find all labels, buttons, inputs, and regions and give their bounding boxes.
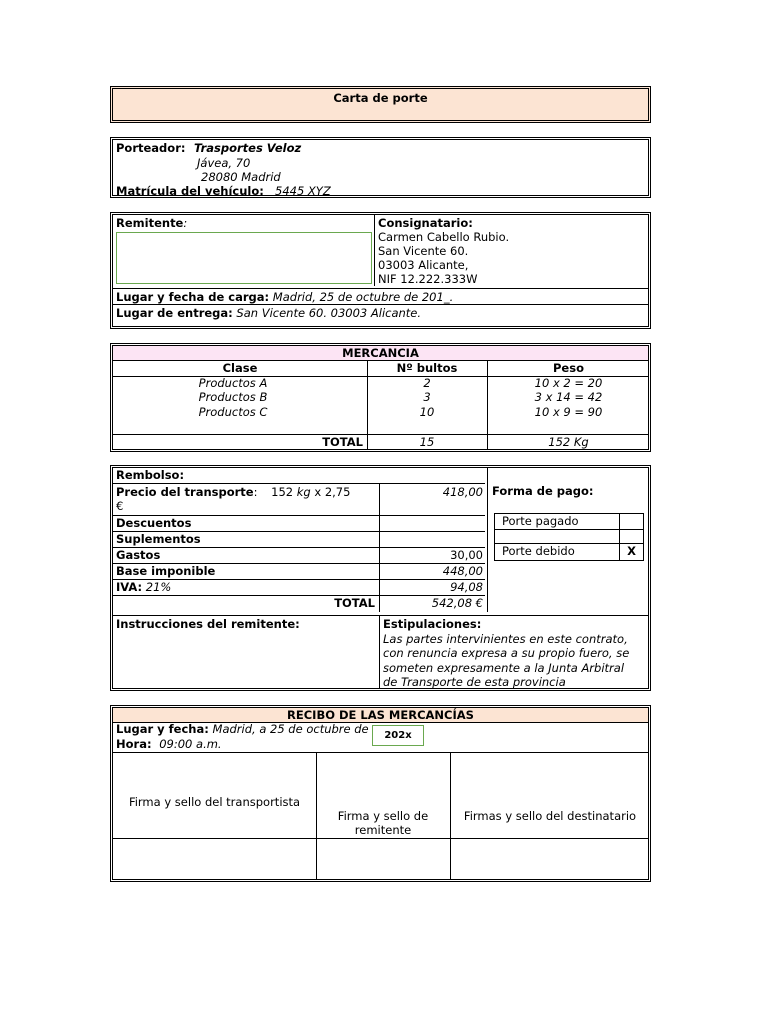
sender-label-wrap: [116, 216, 187, 230]
stipulations-line-1: Las partes intervinientes en este contrato,: [383, 632, 628, 646]
sender-label: Remitente: [116, 216, 184, 230]
plate-value: 5445 XYZ: [275, 184, 331, 198]
payment-option-prepaid: Porte pagado: [502, 514, 579, 528]
signature-sender-label-2: remitente: [354, 823, 412, 837]
title-box: [110, 86, 651, 123]
vat-row: [116, 580, 171, 594]
goods-row-packages: 2: [423, 376, 431, 390]
transport-price-label: Precio del transporte: [116, 485, 254, 499]
signature-recipient-area[interactable]: [451, 839, 648, 879]
reimb-right-divider: [487, 468, 488, 612]
signature-recipient-label: Firmas y sello del destinatario: [463, 809, 637, 823]
signature-carrier-area[interactable]: [113, 839, 316, 879]
supplements-label: Suplementos: [116, 532, 201, 546]
consignee-line-1: Carmen Cabello Rubio.: [378, 230, 510, 244]
transport-price-value: 418,00: [442, 485, 483, 499]
delivery-place-value: San Vicente 60. 03003 Alicante.: [236, 306, 422, 320]
goods-total-label: TOTAL: [322, 435, 363, 449]
reimbursement-box: [110, 465, 651, 691]
receipt-place-label: Lugar y fecha:: [116, 722, 209, 736]
goods-box: [110, 343, 651, 452]
consignee-line-4: NIF 12.222.333W: [378, 272, 478, 286]
delivery-place-label: Lugar de entrega:: [116, 306, 233, 320]
load-place-value: Madrid, 25 de octubre de 201_.: [272, 290, 454, 304]
transport-price-unit: kg: [296, 485, 311, 499]
payment-option-collect: Porte debido: [502, 544, 575, 558]
delivery-place-row: [116, 306, 421, 320]
goods-row-weight: 3 x 14 = 42: [534, 390, 603, 404]
vat-label: IVA:: [116, 580, 143, 594]
goods-row-weight: 10 x 9 = 90: [534, 405, 603, 419]
signature-sender-area[interactable]: [317, 839, 450, 879]
vat-rate: 21%: [145, 580, 172, 594]
receipt-place-value: Madrid, a 25 de octubre de: [212, 722, 369, 736]
transport-price-qty: 152: [271, 485, 294, 499]
goods-col-packages: Nº bultos: [396, 361, 458, 375]
goods-row-packages: 10: [419, 405, 435, 419]
receipt-place-row: [116, 722, 369, 736]
carrier-label: Porteador:: [116, 141, 186, 155]
signature-sender-label-1: Firma y sello de: [337, 809, 429, 823]
discounts-label: Descuentos: [116, 516, 192, 530]
taxable-base-label: Base imponible: [116, 564, 216, 578]
stipulations-line-2: con renuncia expresa a su propio fuero, se: [383, 646, 630, 660]
transport-price-mult: x 2,75: [314, 485, 351, 499]
goods-header: MERCANCIA: [342, 346, 419, 360]
carrier-address-city: 28080 Madrid: [201, 170, 281, 184]
sender-instructions-label: Instrucciones del remitente:: [116, 617, 300, 631]
taxable-base-value: 448,00: [442, 564, 483, 578]
receipt-time-label: Hora:: [116, 737, 152, 751]
reimb-line-0: [113, 483, 485, 484]
receipt-box: [110, 705, 651, 882]
document-title: Carta de porte: [333, 91, 428, 105]
reimb-total-value: 542,08 €: [431, 596, 483, 610]
carrier-address-street: Jávea, 70: [197, 156, 251, 170]
goods-row-class: Productos C: [198, 405, 268, 419]
sender-input[interactable]: [116, 232, 372, 284]
expenses-value: 30,00: [450, 548, 483, 562]
consignee-line-3: 03003 Alicante,: [378, 258, 469, 272]
parties-box: [110, 212, 651, 329]
reimb-header: Rembolso:: [116, 468, 185, 482]
payment-options-table: [494, 513, 644, 561]
carrier-box: [110, 137, 651, 198]
consignee-label: Consignatario:: [378, 216, 473, 230]
vat-value: 94,08: [450, 580, 483, 594]
goods-total-weight: 152 Kg: [548, 435, 589, 449]
stipulations-line-4: de Transporte de esta provincia: [383, 675, 566, 689]
goods-col-weight: Peso: [553, 361, 584, 375]
goods-row-packages: 3: [423, 390, 431, 404]
payment-option-collect-mark[interactable]: X: [627, 544, 636, 558]
load-place-row: [116, 290, 453, 304]
instructions-top-line: [113, 615, 648, 616]
parties-divider: [374, 215, 375, 286]
goods-col-class: Clase: [222, 361, 258, 375]
transport-price-row: [116, 485, 350, 499]
parties-row-line-2: [113, 304, 648, 305]
receipt-time-value: 09:00 a.m.: [159, 737, 222, 751]
load-place-label: Lugar y fecha de carga:: [116, 290, 270, 304]
transport-price-currency: €: [116, 499, 124, 513]
receipt-time-row: [116, 737, 222, 751]
payment-label: Forma de pago:: [492, 484, 594, 498]
signature-carrier-label: Firma y sello del transportista: [128, 795, 301, 809]
goods-total-packages: 15: [419, 435, 435, 449]
transport-price-colon: :: [253, 485, 258, 499]
goods-row-class: Productos B: [198, 390, 268, 404]
payment-row-line-1: [495, 529, 643, 530]
plate-label: Matrícula del vehículo:: [116, 184, 264, 198]
receipt-header: RECIBO DE LAS MERCANCÍAS: [287, 708, 474, 722]
consignee-line-2: San Vicente 60.: [378, 244, 469, 258]
goods-row-weight: 10 x 2 = 20: [534, 376, 603, 390]
goods-row-class: Productos A: [198, 376, 268, 390]
expenses-label: Gastos: [116, 548, 161, 562]
stipulations-label: Estipulaciones:: [383, 617, 482, 631]
instructions-divider: [379, 615, 380, 688]
sender-colon: :: [183, 216, 188, 230]
stipulations-line-3: someten expresamente a la Junta Arbitral: [383, 661, 625, 675]
carrier-name: Trasportes Veloz: [194, 141, 302, 155]
reimb-total-label: TOTAL: [334, 596, 375, 610]
parties-row-line-1: [113, 288, 648, 289]
receipt-year-field[interactable]: 202x: [372, 725, 424, 746]
receipt-sign-top-line: [113, 752, 648, 753]
